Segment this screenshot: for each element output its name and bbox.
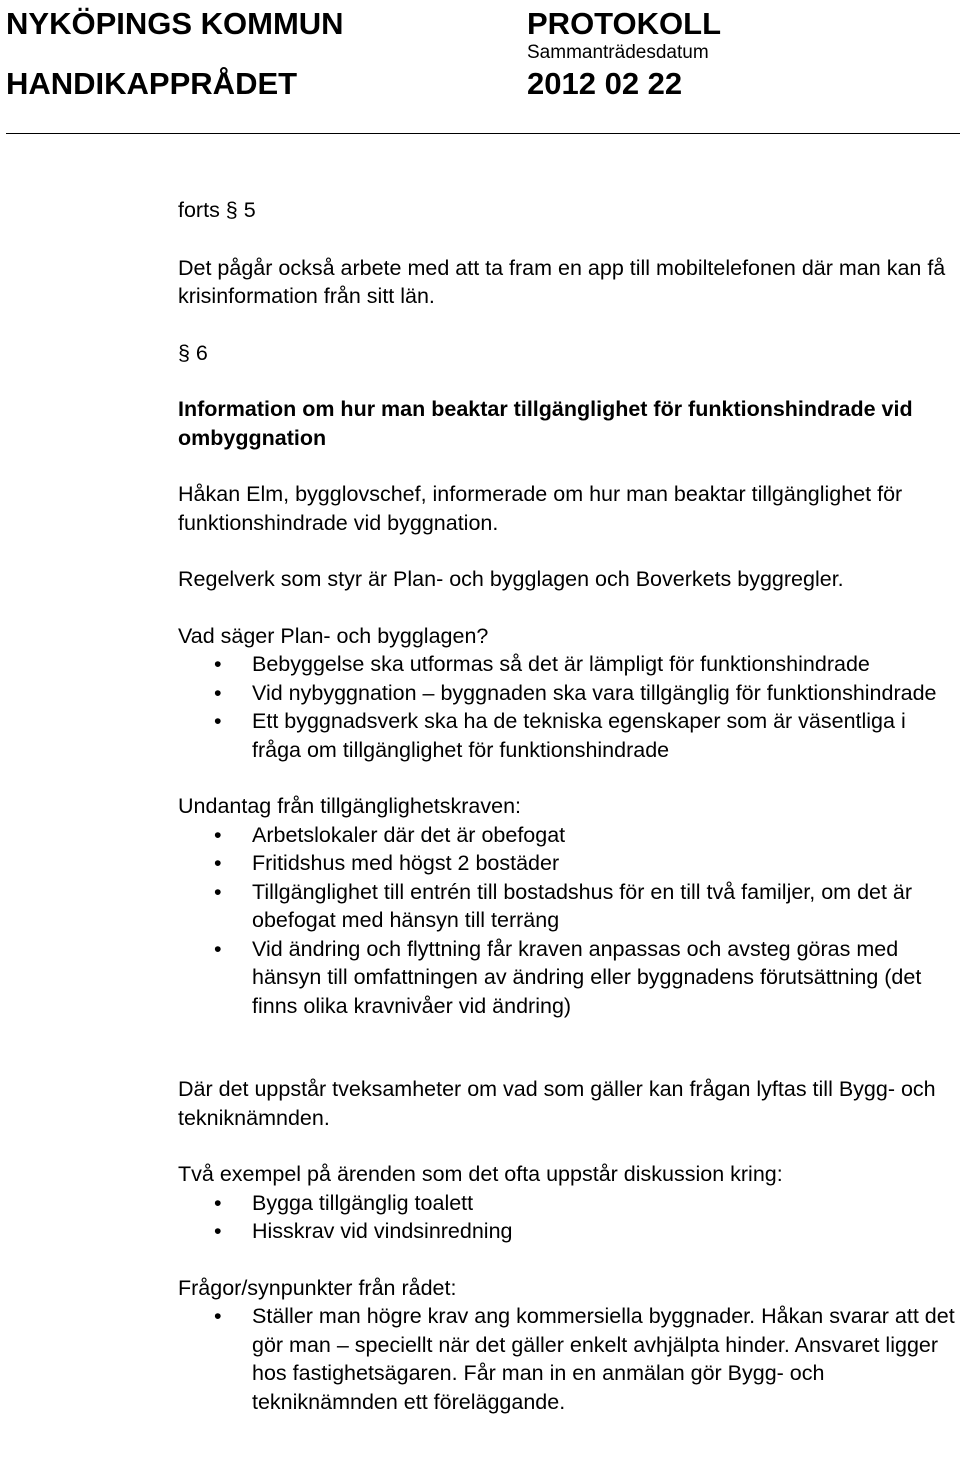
- law-question-heading: Vad säger Plan- och bygglagen?: [178, 623, 489, 648]
- examples-heading: Två exempel på ärenden som det ofta uppstår diskussion kring:: [178, 1162, 783, 1186]
- uncertainty-paragraph: Där det uppstår tveksamheter om vad som gäller kan frågan lyftas till Bygg- och tekniknämnden.: [178, 1077, 936, 1130]
- meeting-date: 2012 02 22: [527, 66, 683, 101]
- intro-paragraph: Håkan Elm, bygglovschef, informerade om hur man beaktar tillgänglighet för funktionshindrade vid byggnation.: [178, 482, 903, 535]
- meeting-date-label: Sammanträdesdatum: [527, 42, 709, 63]
- regulation-paragraph: Regelverk som styr är Plan- och bygglagen och Boverkets byggregler.: [178, 567, 844, 591]
- exceptions-list: [178, 821, 958, 1021]
- list-item: • Ställer man högre krav ang kommersiella byggnader. Håkan svarar att det gör man – speciellt när det gäller enkelt avhjälpta hinder. Ansvaret ligger hos fastighetsägaren. Får man in en anmälan gör Bygg- och tekniknämnden ett föreläggande.: [178, 1302, 958, 1416]
- list-item: • Arbetslokaler där det är obefogat: [178, 821, 958, 850]
- list-item: • Vid ändring och flyttning får kraven anpassas och avsteg göras med hänsyn till omfattningen av ändring eller byggnadens förutsättning (det finns olika kravnivåer vid ändring): [178, 935, 958, 1021]
- list-item: • Bebyggelse ska utformas så det är lämpligt för funktionshindrade: [178, 650, 958, 679]
- list-item: • Tillgänglighet till entrén till bostadshus för en till två familjer, om det är obefogat med hänsyn till terräng: [178, 878, 958, 935]
- document-type: PROTOKOLL: [527, 6, 722, 41]
- council-questions-heading: Frågor/synpunkter från rådet:: [178, 1275, 457, 1300]
- section-5-text: Det pågår också arbete med att ta fram en app till mobiltelefonen där man kan få krisinformation från sitt län.: [178, 255, 946, 308]
- section-6-title: Information om hur man beaktar tillgänglighet för funktionshindrade vid ombyggnation: [178, 397, 913, 450]
- council-name: HANDIKAPPRÅDET: [6, 66, 298, 101]
- list-item: • Ett byggnadsverk ska ha de tekniska egenskaper som är väsentliga i fråga om tillgänglighet för funktionshindrade: [178, 707, 958, 764]
- municipality-name: NYKÖPINGS KOMMUN: [6, 6, 344, 41]
- document-body: [178, 196, 958, 1416]
- list-item: • Vid nybyggnation – byggnaden ska vara tillgänglig för funktionshindrade: [178, 679, 958, 708]
- examples-list: [178, 1189, 958, 1246]
- section-5-heading: forts § 5: [178, 198, 256, 222]
- list-item: • Hisskrav vid vindsinredning: [178, 1217, 958, 1246]
- council-questions-list: [178, 1302, 958, 1416]
- section-6-heading: § 6: [178, 340, 208, 365]
- list-item: • Fritidshus med högst 2 bostäder: [178, 849, 958, 878]
- header-divider: [6, 133, 960, 134]
- law-requirements-list: [178, 650, 958, 764]
- list-item: • Bygga tillgänglig toalett: [178, 1189, 958, 1218]
- exceptions-heading: Undantag från tillgänglighetskraven:: [178, 794, 522, 818]
